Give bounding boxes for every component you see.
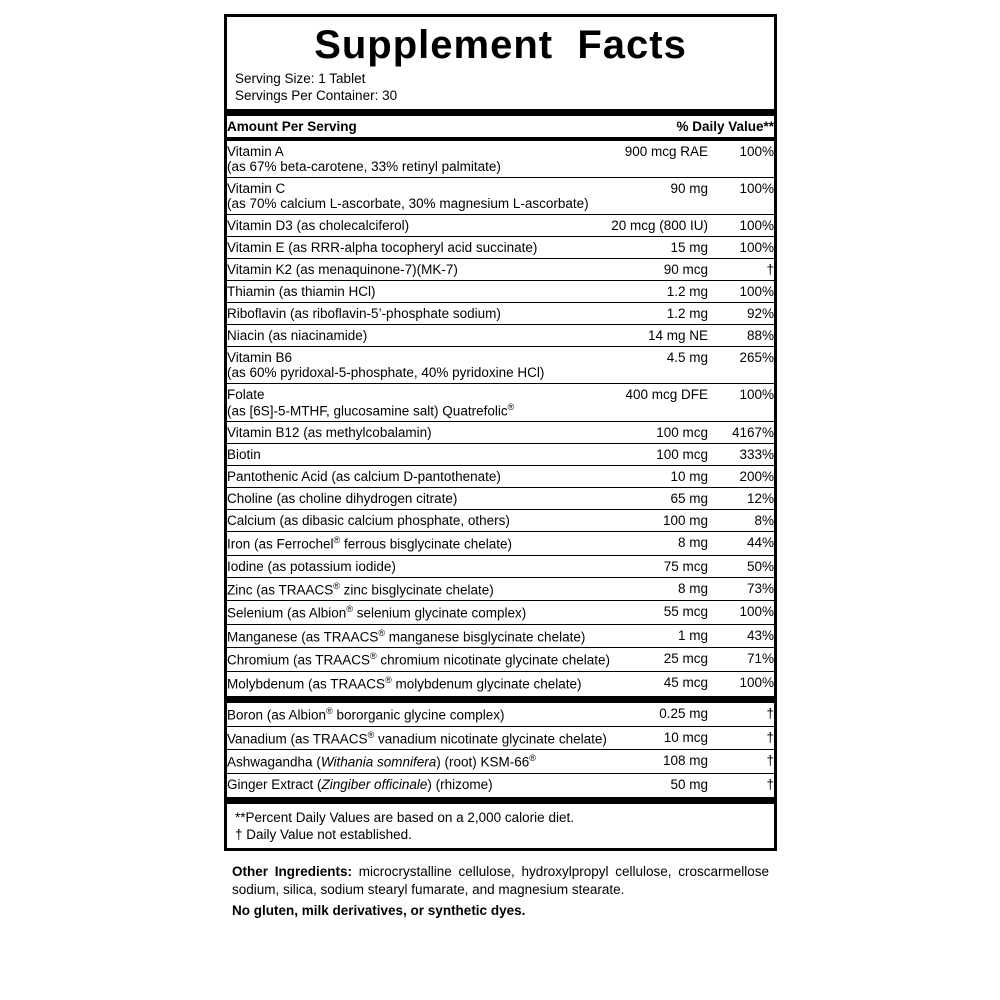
table-row bbox=[227, 703, 774, 726]
nutrient-daily-value: † bbox=[708, 258, 774, 280]
nutrient-amount: 108 mg bbox=[653, 750, 708, 774]
nutrient-name: Boron (as Albion® bororganic glycine complex) bbox=[227, 706, 505, 723]
nutrient-daily-value: 12% bbox=[708, 488, 774, 510]
nutrient-amount: 8 mg bbox=[611, 577, 708, 601]
nutrient-table-body bbox=[227, 116, 774, 137]
table-row bbox=[227, 280, 774, 302]
nutrient-name: Iodine (as potassium iodide) bbox=[227, 555, 611, 577]
divider-thick-top bbox=[227, 109, 774, 116]
table-row bbox=[227, 577, 774, 601]
nutrient-rows-body bbox=[227, 141, 774, 695]
other-ingredients-label: Other Ingredients: bbox=[232, 864, 352, 879]
botanical-rows-body bbox=[227, 703, 774, 795]
table-row bbox=[227, 624, 774, 648]
nutrient-amount: 100 mcg bbox=[611, 444, 708, 466]
footnote-dagger: † Daily Value not established. bbox=[235, 827, 412, 843]
nutrient-amount: 4.5 mg bbox=[611, 346, 708, 383]
nutrient-daily-value: 100% bbox=[739, 143, 774, 159]
other-ingredients-block bbox=[224, 857, 777, 926]
table-row bbox=[227, 141, 774, 178]
table-row bbox=[227, 510, 774, 532]
nutrient-table bbox=[227, 116, 774, 137]
divider-thick-middle bbox=[227, 696, 774, 703]
nutrient-amount: 15 mg bbox=[611, 236, 708, 258]
nutrient-source: (as 70% calcium L-ascorbate, 30% magnesium L-ascorbate) bbox=[227, 195, 589, 211]
nutrient-name: Folate (as [6S]-5-MTHF, glucosamine salt) Quatrefolic® bbox=[227, 383, 611, 422]
table-row bbox=[227, 648, 774, 672]
nutrient-amount: 100 mcg bbox=[611, 422, 708, 444]
serving-size: Serving Size: 1 Tablet bbox=[235, 71, 366, 86]
table-row bbox=[227, 488, 774, 510]
nutrient-name: Vitamin B12 (as methylcobalamin) bbox=[227, 422, 611, 444]
nutrient-amount: 55 mcg bbox=[611, 601, 708, 625]
nutrient-amount: 65 mg bbox=[611, 488, 708, 510]
amount-per-serving-header: Amount Per Serving bbox=[227, 118, 357, 134]
table-row bbox=[227, 258, 774, 280]
serving-info bbox=[227, 69, 774, 107]
nutrient-name: Vitamin B6 (as 60% pyridoxal-5-phosphate, 40% pyridoxine HCl) bbox=[227, 346, 611, 383]
nutrient-daily-value: 44% bbox=[708, 532, 774, 556]
divider-thick-bottom bbox=[227, 797, 774, 804]
nutrient-daily-value: 92% bbox=[708, 302, 774, 324]
nutrient-name: Niacin (as niacinamide) bbox=[227, 324, 611, 346]
nutrient-name: Pantothenic Acid (as calcium D-pantothenate) bbox=[227, 466, 611, 488]
footnotes bbox=[227, 804, 774, 848]
nutrient-daily-value: 50% bbox=[708, 555, 774, 577]
daily-value-header: % Daily Value** bbox=[676, 118, 774, 134]
nutrient-daily-value: 88% bbox=[708, 324, 774, 346]
nutrient-name: Vitamin E (as RRR-alpha tocopheryl acid succinate) bbox=[227, 236, 611, 258]
nutrient-amount: 8 mg bbox=[611, 532, 708, 556]
other-ingredients bbox=[224, 857, 777, 901]
nutrient-name: Vitamin C (as 70% calcium L-ascorbate, 30% magnesium L-ascorbate) bbox=[227, 177, 611, 214]
nutrient-daily-value: 100% bbox=[708, 177, 774, 214]
table-row bbox=[227, 601, 774, 625]
nutrient-amount: 1.2 mg bbox=[611, 280, 708, 302]
nutrient-amount: 50 mg bbox=[653, 773, 708, 795]
nutrient-amount: 45 mcg bbox=[611, 671, 708, 694]
nutrient-name: Riboflavin (as riboflavin-5’-phosphate sodium) bbox=[227, 302, 611, 324]
servings-per-container: Servings Per Container: 30 bbox=[235, 87, 398, 103]
nutrient-daily-value: † bbox=[708, 773, 774, 795]
nutrient-amount: 75 mcg bbox=[611, 555, 708, 577]
nutrient-rows-table bbox=[227, 141, 774, 695]
nutrient-name: Vitamin A (as 67% beta-carotene, 33% retinyl palmitate) bbox=[227, 141, 611, 178]
table-row bbox=[227, 466, 774, 488]
nutrient-amount: 90 mg bbox=[611, 177, 708, 214]
nutrient-amount: 1 mg bbox=[611, 624, 708, 648]
nutrient-name: Molybdenum (as TRAACS® molybdenum glycinate chelate) bbox=[227, 671, 611, 694]
no-gluten-statement: No gluten, milk derivatives, or synthetic dyes. bbox=[232, 903, 526, 919]
nutrient-name: Vitamin K2 (as menaquinone-7)(MK-7) bbox=[227, 258, 611, 280]
table-row bbox=[227, 555, 774, 577]
footnote-dv-basis: **Percent Daily Values are based on a 2,000 calorie diet. bbox=[235, 809, 574, 825]
table-row bbox=[227, 444, 774, 466]
nutrient-name: Chromium (as TRAACS® chromium nicotinate glycinate chelate) bbox=[227, 648, 611, 672]
nutrient-daily-value: 71% bbox=[708, 648, 774, 672]
nutrient-amount: 25 mcg bbox=[611, 648, 708, 672]
nutrient-amount: 10 mcg bbox=[653, 726, 708, 750]
nutrient-daily-value: 333% bbox=[708, 444, 774, 466]
nutrient-daily-value: † bbox=[708, 750, 774, 774]
nutrient-daily-value: 100% bbox=[708, 671, 774, 694]
nutrient-name: Biotin bbox=[227, 444, 611, 466]
table-row bbox=[227, 324, 774, 346]
nutrient-amount: 1.2 mg bbox=[611, 302, 708, 324]
nutrient-daily-value: † bbox=[708, 726, 774, 750]
nutrient-amount: 0.25 mg bbox=[659, 706, 708, 722]
table-row bbox=[227, 236, 774, 258]
nutrient-daily-value: 8% bbox=[708, 510, 774, 532]
table-row bbox=[227, 383, 774, 422]
table-row bbox=[227, 773, 774, 795]
nutrient-daily-value: 100% bbox=[708, 236, 774, 258]
table-row bbox=[227, 214, 774, 236]
page-title: Supplement Facts bbox=[314, 23, 687, 67]
nutrient-name: Iron (as Ferrochel® ferrous bisglycinate chelate) bbox=[227, 532, 611, 556]
nutrient-name: Calcium (as dibasic calcium phosphate, others) bbox=[227, 510, 611, 532]
other-ingredients-text: microcrystalline cellulose, hydroxylpropyl cellulose, croscarmellose sodium, silica, sodium stearyl fumarate, and magnesium stearate. bbox=[232, 864, 769, 898]
nutrient-name: Choline (as choline dihydrogen citrate) bbox=[227, 488, 611, 510]
nutrient-daily-value: 100% bbox=[708, 280, 774, 302]
nutrient-amount: 14 mg NE bbox=[611, 324, 708, 346]
table-row bbox=[227, 177, 774, 214]
nutrient-amount: 400 mcg DFE bbox=[611, 383, 708, 422]
supplement-facts-panel bbox=[224, 14, 777, 851]
nutrient-amount: 20 mcg (800 IU) bbox=[611, 214, 708, 236]
table-row bbox=[227, 671, 774, 694]
nutrient-daily-value: 43% bbox=[708, 624, 774, 648]
nutrient-amount: 90 mcg bbox=[611, 258, 708, 280]
nutrient-name: Zinc (as TRAACS® zinc bisglycinate chelate) bbox=[227, 577, 611, 601]
nutrient-daily-value: 100% bbox=[708, 383, 774, 422]
nutrient-source: (as 60% pyridoxal-5-phosphate, 40% pyridoxine HCl) bbox=[227, 364, 545, 380]
nutrient-amount: 900 mcg RAE bbox=[624, 143, 708, 159]
table-row bbox=[227, 726, 774, 750]
table-row bbox=[227, 532, 774, 556]
nutrient-name: Vanadium (as TRAACS® vanadium nicotinate glycinate chelate) bbox=[227, 726, 653, 750]
nutrient-daily-value: 200% bbox=[708, 466, 774, 488]
nutrient-source: (as 67% beta-carotene, 33% retinyl palmitate) bbox=[227, 158, 501, 174]
table-row bbox=[227, 346, 774, 383]
nutrient-name: Manganese (as TRAACS® manganese bisglycinate chelate) bbox=[227, 624, 611, 648]
nutrient-daily-value: † bbox=[766, 706, 774, 722]
nutrient-name: Vitamin D3 (as cholecalciferol) bbox=[227, 214, 611, 236]
nutrient-amount: 10 mg bbox=[611, 466, 708, 488]
table-row bbox=[227, 422, 774, 444]
table-row bbox=[227, 302, 774, 324]
nutrient-daily-value: 73% bbox=[708, 577, 774, 601]
nutrient-name: Selenium (as Albion® selenium glycinate complex) bbox=[227, 601, 611, 625]
nutrient-name: Ginger Extract (Zingiber officinale) (rhizome) bbox=[227, 773, 653, 795]
nutrient-amount: 100 mg bbox=[611, 510, 708, 532]
nutrient-daily-value: 100% bbox=[708, 214, 774, 236]
nutrient-daily-value: 100% bbox=[708, 601, 774, 625]
table-row bbox=[227, 750, 774, 774]
nutrient-daily-value: 4167% bbox=[708, 422, 774, 444]
nutrient-source: (as [6S]-5-MTHF, glucosamine salt) Quatrefolic® bbox=[227, 401, 515, 419]
nutrient-name: Ashwagandha (Withania somnifera) (root) KSM-66® bbox=[227, 750, 653, 774]
nutrient-name: Thiamin (as thiamin HCl) bbox=[227, 280, 611, 302]
botanical-rows-table bbox=[227, 703, 774, 795]
table-header-row bbox=[227, 116, 774, 137]
nutrient-daily-value: 265% bbox=[708, 346, 774, 383]
